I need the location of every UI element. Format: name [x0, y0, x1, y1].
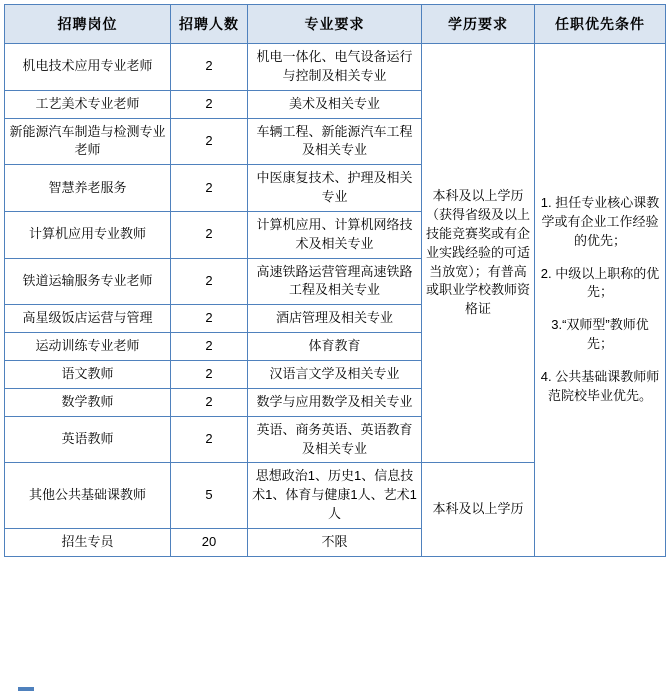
column-header-education: 学历要求 — [422, 5, 535, 44]
cell-post: 机电技术应用专业老师 — [5, 44, 171, 91]
cell-count: 2 — [171, 305, 248, 333]
table-body — [5, 44, 666, 557]
cell-post: 英语教师 — [5, 416, 171, 463]
preference-item-4: 4. 公共基础课教师师范院校毕业优先。 — [540, 368, 660, 403]
cell-major: 酒店管理及相关专业 — [248, 305, 422, 333]
page-bottom-strip — [0, 685, 669, 691]
cell-count: 2 — [171, 211, 248, 258]
table-header-row — [5, 5, 666, 44]
cell-count: 20 — [171, 528, 248, 556]
cell-count: 2 — [171, 416, 248, 463]
preference-item-3: 3.“双师型”教师优先； — [551, 317, 649, 352]
cell-count: 2 — [171, 44, 248, 91]
recruitment-table — [4, 4, 666, 557]
cell-post: 数学教师 — [5, 388, 171, 416]
cell-major: 计算机应用、计算机网络技术及相关专业 — [248, 211, 422, 258]
cell-post: 语文教师 — [5, 360, 171, 388]
cell-post: 智慧养老服务 — [5, 165, 171, 212]
cell-major: 体育教育 — [248, 333, 422, 361]
cell-post: 运动训练专业老师 — [5, 333, 171, 361]
cell-count: 2 — [171, 165, 248, 212]
cell-major: 机电一体化、电气设备运行与控制及相关专业 — [248, 44, 422, 91]
cell-post: 招生专员 — [5, 528, 171, 556]
column-header-count: 招聘人数 — [171, 5, 248, 44]
cell-count: 2 — [171, 90, 248, 118]
cell-post: 新能源汽车制造与检测专业老师 — [5, 118, 171, 165]
cell-major: 英语、商务英语、英语教育及相关专业 — [248, 416, 422, 463]
cell-education-secondary: 本科及以上学历 — [422, 463, 535, 556]
cell-count: 2 — [171, 118, 248, 165]
cell-major: 美术及相关专业 — [248, 90, 422, 118]
cell-post: 铁道运输服务专业老师 — [5, 258, 171, 305]
cell-major: 中医康复技术、护理及相关专业 — [248, 165, 422, 212]
cell-post: 其他公共基础课教师 — [5, 463, 171, 529]
cell-count: 5 — [171, 463, 248, 529]
cell-count: 2 — [171, 388, 248, 416]
column-header-preference: 任职优先条件 — [535, 5, 666, 44]
cell-major: 思想政治1、历史1、信息技术1、体育与健康1人、艺术1人 — [248, 463, 422, 529]
cell-count: 2 — [171, 360, 248, 388]
cell-major: 数学与应用数学及相关专业 — [248, 388, 422, 416]
table-row — [5, 44, 666, 91]
cell-post: 高星级饭店运营与管理 — [5, 305, 171, 333]
cell-education-main: 本科及以上学历（获得省级及以上技能竞赛奖或有企业实践经验的可适当放宽）；有普高或职业学校教师资格证 — [422, 44, 535, 463]
table-header — [5, 5, 666, 44]
column-header-post: 招聘岗位 — [5, 5, 171, 44]
cell-count: 2 — [171, 258, 248, 305]
cell-preferences — [535, 44, 666, 557]
preference-item-1: 1. 担任专业核心课教学或有企业工作经验的优先； — [540, 195, 660, 248]
cell-post: 计算机应用专业教师 — [5, 211, 171, 258]
cell-major: 高速铁路运营管理高速铁路工程及相关专业 — [248, 258, 422, 305]
cell-major: 汉语言文学及相关专业 — [248, 360, 422, 388]
cell-major: 车辆工程、新能源汽车工程及相关专业 — [248, 118, 422, 165]
column-header-major: 专业要求 — [248, 5, 422, 44]
cell-count: 2 — [171, 333, 248, 361]
preference-item-2: 2. 中级以上职称的优先； — [540, 265, 660, 300]
cell-major: 不限 — [248, 528, 422, 556]
document-page — [0, 4, 669, 691]
page-bottom-marker — [18, 687, 34, 691]
cell-post: 工艺美术专业老师 — [5, 90, 171, 118]
